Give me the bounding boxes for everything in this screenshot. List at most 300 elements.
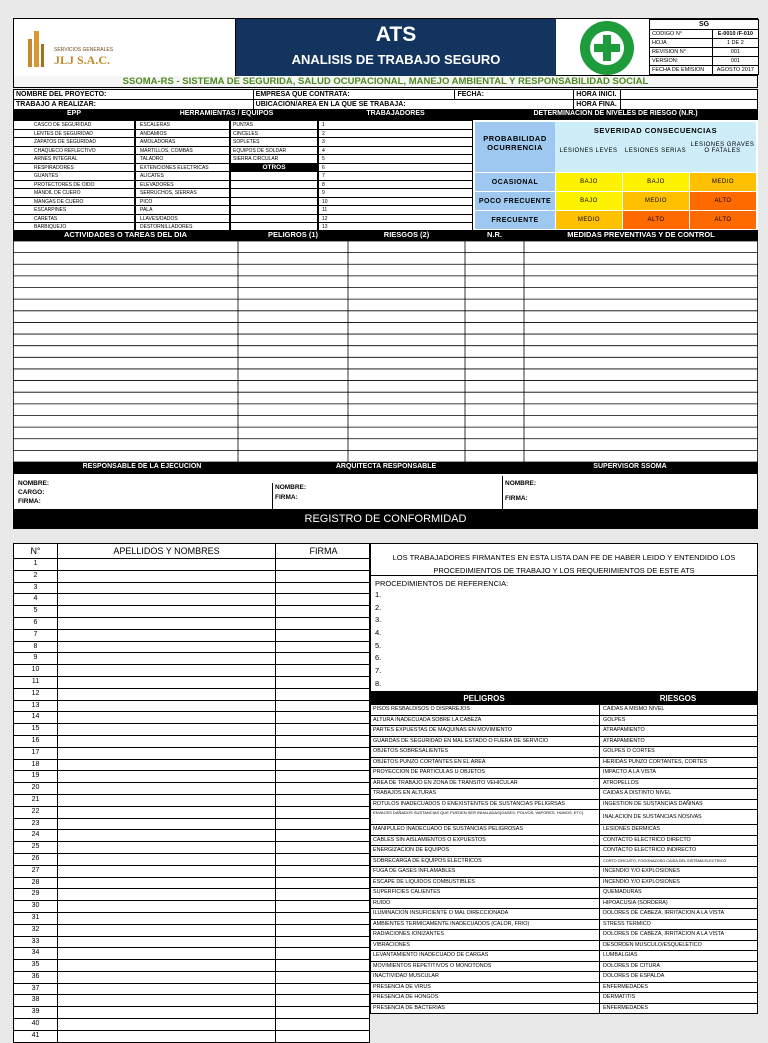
row-number: 1: [14, 559, 58, 571]
hazard-row: [370, 930, 758, 941]
worker-signature-cell[interactable]: [276, 1031, 371, 1043]
signature-row: [13, 630, 370, 642]
sig-block-supervisor[interactable]: [502, 476, 536, 509]
worker-signature-cell[interactable]: [276, 972, 371, 984]
row-number: 22: [14, 807, 58, 819]
risk-cell: DESORDEN MUSCULO/ESQUELETICO: [599, 941, 759, 952]
worker-signature-cell[interactable]: [276, 594, 371, 606]
risk-cell: INGESTION DE SUSTANCIAS DAÑINAS: [599, 800, 759, 811]
conformity-statement: LOS TRABAJADORES FIRMANTES EN ESTA LISTA DAN FE DE HABER LEIDO Y ENTENDIDO LOS PROCEDIMIENTOS DE TRABAJO Y LOS REQUERIMIENTOS DE ESTE ATS: [392, 553, 736, 575]
worker-name-cell[interactable]: [58, 748, 276, 760]
worker-name-cell[interactable]: [58, 736, 276, 748]
worker-signature-cell[interactable]: [276, 571, 371, 583]
worker-name-cell[interactable]: [58, 913, 276, 925]
hazard-cell: MANIPULEO INADECUADO DE SUSTANCIAS PELIGROSAS: [373, 826, 523, 832]
epp-item: GUANTES: [13, 171, 135, 181]
risk-level-cell: BAJO: [555, 172, 622, 191]
worker-name-cell[interactable]: [58, 948, 276, 960]
epp-header: EPP: [13, 110, 135, 120]
tool-item: PALA: [135, 205, 230, 215]
worker-signature-cell[interactable]: [276, 901, 371, 913]
risk-cell: IMPACTO A LA VISTA: [599, 768, 759, 779]
doc-row-label: FECHA DE EMISION: [650, 66, 713, 75]
hazard-cell: OBJETOS PUNZO CORTANTES EN EL AREA: [373, 758, 486, 765]
risk-level-cell: ALTO: [689, 191, 756, 210]
row-number: 24: [14, 830, 58, 842]
row-number: 4: [14, 594, 58, 606]
col-nr: N.R.: [465, 230, 524, 241]
conformity-table-header: [13, 543, 370, 559]
position-label: CARGO:: [18, 489, 45, 496]
worker-name-cell[interactable]: [58, 630, 276, 642]
tools-header: HERRAMIENTAS / EQUIPOS: [135, 110, 318, 120]
worker-name-cell[interactable]: [58, 783, 276, 795]
hazard-row: [370, 846, 758, 857]
worker-name-cell[interactable]: [58, 559, 276, 571]
worker-name-cell[interactable]: [58, 842, 276, 854]
risk-cell: GOLPES O CORTES: [599, 747, 759, 758]
worker-name-cell[interactable]: [58, 594, 276, 606]
hazard-row: [370, 983, 758, 994]
worker-signature-cell[interactable]: [276, 712, 371, 724]
epp-item: PROTECTORES DE OIDO: [13, 180, 135, 190]
row-number: 19: [14, 771, 58, 783]
epp-item: CASCO DE SEGURIDAD: [13, 120, 135, 130]
sig-block-exec[interactable]: [18, 479, 49, 506]
worker-name-cell[interactable]: [58, 984, 276, 996]
worker-name-cell[interactable]: [58, 901, 276, 913]
worker-signature-table: [13, 543, 370, 1043]
signature-row: [13, 606, 370, 618]
hazard-row: [370, 705, 758, 716]
hazard-cell: ALTURA INADECUADA SOBRE LA CABEZA: [373, 716, 482, 723]
signature-row: [13, 972, 370, 984]
risk-cell: ATROPELLOS: [599, 779, 759, 790]
end-time-value[interactable]: [621, 100, 758, 110]
worker-name-cell[interactable]: [58, 995, 276, 1007]
row-number: 31: [14, 913, 58, 925]
row-number: 39: [14, 1007, 58, 1019]
row-number: 20: [14, 783, 58, 795]
worker-signature-cell[interactable]: [276, 795, 371, 807]
worker-name-cell[interactable]: [58, 972, 276, 984]
severity-header: SEVERIDAD CONSECUENCIAS: [555, 122, 756, 140]
signature-row: [13, 901, 370, 913]
worker-signature-cell[interactable]: [276, 937, 371, 949]
hazard-row: [370, 779, 758, 790]
hazard-cell: GUARDAS DE SEGURIDAD EN MAL ESTADO O FUERA DE SERVICIO: [373, 737, 549, 744]
worker-signature-cell[interactable]: [276, 583, 371, 595]
risk-cell: QUEMADURAS: [599, 888, 759, 899]
hazard-row: [370, 800, 758, 811]
worker-signature-cell[interactable]: [276, 724, 371, 736]
company-logo-subtitle: SERVICIOS GENERALES: [54, 47, 114, 53]
row-number: 5: [14, 606, 58, 618]
row-number: 36: [14, 972, 58, 984]
worker-name-cell[interactable]: [58, 665, 276, 677]
worker-signature-cell[interactable]: [276, 819, 371, 831]
worker-signature-cell[interactable]: [276, 830, 371, 842]
worker-signature-cell[interactable]: [276, 653, 371, 665]
signature-row: [13, 736, 370, 748]
col-signature-header: FIRMA: [309, 546, 338, 556]
procedure-item[interactable]: 1.: [375, 590, 382, 599]
worker-signature-cell[interactable]: [276, 1007, 371, 1019]
procedure-item[interactable]: 4.: [375, 628, 382, 638]
row-number: 11: [14, 677, 58, 689]
worker-signature-cell[interactable]: [276, 771, 371, 783]
worker-name-cell[interactable]: [58, 889, 276, 901]
hazard-row: [370, 972, 758, 983]
sig-block-architect[interactable]: [272, 483, 306, 509]
risk-cell: DOLORES DE ESPALDA: [599, 972, 759, 983]
system-banner: SSOMA-RS - SISTEMA DE SEGURIDA, SALUD OCUPACIONAL, MANEJO AMBIENTAL Y RESPONSABILIDAD SOCIAL: [13, 76, 758, 88]
risk-cell: LUMBALGIAS: [599, 951, 759, 962]
risks-header: RIESGOS: [659, 694, 697, 703]
hazard-cell: INACTIVIDAD MUSCULAR: [373, 973, 439, 979]
epp-item: LENTES DE SEGURIDAD: [13, 129, 135, 139]
risk-cell: CAIDAS A DISTINTO NIVEL: [599, 789, 759, 800]
worker-signature-cell[interactable]: [276, 1019, 371, 1031]
procedure-item[interactable]: 7.: [375, 666, 382, 676]
epp-item: ZAPATOS DE SEGURIDAD: [13, 137, 135, 147]
worker-name-cell[interactable]: [58, 771, 276, 783]
col-number-header: N°: [14, 544, 58, 560]
worker-name-cell[interactable]: [58, 642, 276, 654]
signatures: [13, 462, 758, 510]
hazard-cell: PRESENCIA DE BACTERIAS: [373, 1004, 445, 1011]
worker-signature-cell[interactable]: [276, 913, 371, 925]
row-number: 8: [14, 642, 58, 654]
worker-name-cell[interactable]: [58, 1019, 276, 1031]
hazard-row: [370, 716, 758, 727]
procedure-item[interactable]: 6.: [375, 653, 382, 663]
row-number: 6: [14, 618, 58, 630]
worker-name-cell[interactable]: [58, 712, 276, 724]
doc-row-value: E-0010 /F-010: [712, 30, 758, 39]
row-number: 18: [14, 760, 58, 772]
row-number: 35: [14, 960, 58, 972]
name-label: NOMBRE:: [275, 484, 307, 491]
hazard-cell: AMBIENTES TERMICAMENTE INADECUADOS (CALOR, FRIO): [373, 920, 530, 927]
worker-name-cell[interactable]: [58, 960, 276, 972]
worker-signature-cell[interactable]: [276, 783, 371, 795]
supervisor-header: SUPERVISOR SSOMA: [502, 463, 758, 474]
worker-row: 5: [318, 154, 473, 164]
row-number: 37: [14, 984, 58, 996]
project-info-table: [13, 89, 758, 110]
col-measures: MEDIDAS PREVENTIVAS Y DE CONTROL: [524, 230, 758, 241]
signature-label: FIRMA:: [18, 498, 41, 505]
conformity-statement-box: [370, 543, 758, 576]
signature-row: [13, 1019, 370, 1031]
risk-cell: DERMATITIS: [599, 993, 759, 1004]
page-title: ATS: [375, 23, 417, 46]
probability-row-label: OCASIONAL: [475, 172, 555, 191]
risk-cell: INCENDIO Y/O EXPLOSIONES: [599, 867, 759, 878]
hazard-row: [370, 909, 758, 920]
epp-item: ARNES INTEGRAL: [13, 154, 135, 164]
signature-row: [13, 937, 370, 949]
hazard-row: [370, 888, 758, 899]
worker-name-cell[interactable]: [58, 937, 276, 949]
work-to-perform-label: TRABAJO A REALIZAR:: [14, 100, 254, 110]
tool-item: ESCALERAS: [135, 120, 230, 130]
epp-item: MANGAS DE CUERO: [13, 197, 135, 207]
severity-col-minor: LESIONES LEVES: [555, 140, 622, 172]
worker-name-cell[interactable]: [58, 795, 276, 807]
worker-name-cell[interactable]: [58, 583, 276, 595]
worker-name-cell[interactable]: [58, 1031, 276, 1043]
signature-row: [13, 866, 370, 878]
worker-name-cell[interactable]: [58, 830, 276, 842]
others-header: OTROS: [230, 163, 318, 173]
worker-name-cell[interactable]: [58, 677, 276, 689]
hazard-row: [370, 747, 758, 758]
hazard-cell: SOBRECARGA DE EQUIPOS ELECTRICOS: [373, 857, 482, 864]
severity-col-fatal: LESIONES GRAVES O FATALES: [689, 140, 756, 172]
worker-name-cell[interactable]: [58, 724, 276, 736]
doc-row-label: HOJA: [650, 39, 713, 48]
activities-table: [13, 230, 758, 462]
hazard-row: [370, 726, 758, 737]
hazard-cell: VIBRACIONES: [373, 941, 410, 948]
row-number: 30: [14, 901, 58, 913]
row-number: 16: [14, 736, 58, 748]
worker-signature-cell[interactable]: [276, 948, 371, 960]
risk-level-cell: ALTO: [689, 210, 756, 229]
col-hazards: PELIGROS (1): [238, 230, 348, 241]
worker-name-cell[interactable]: [58, 689, 276, 701]
hazard-row: [370, 867, 758, 878]
row-number: 23: [14, 819, 58, 831]
worker-row: 11: [318, 205, 473, 215]
signature-row: [13, 842, 370, 854]
signature-row: [13, 795, 370, 807]
procedure-item[interactable]: 5.: [375, 640, 382, 650]
worker-signature-cell[interactable]: [276, 866, 371, 878]
risk-cell: INCENDIO Y/O EXPLOSIONES: [599, 878, 759, 889]
signature-row: [13, 665, 370, 677]
worker-row: 2: [318, 129, 473, 139]
epp-item: ESCARPINES: [13, 205, 135, 215]
doc-row-value: 001: [712, 57, 758, 66]
hazard-cell: SUPERFICIES CALIENTES: [373, 889, 441, 895]
page-subtitle: ANALISIS DE TRABAJO SEGURO: [291, 52, 501, 67]
row-number: 26: [14, 854, 58, 866]
signature-row: [13, 948, 370, 960]
row-number: 14: [14, 712, 58, 724]
hazard-row: [370, 836, 758, 847]
date-label: FECHA:: [455, 90, 574, 100]
epp-item: CARETAS: [13, 214, 135, 224]
risk-cell: GOLPES: [599, 716, 759, 727]
row-number: 33: [14, 937, 58, 949]
signature-row: [13, 689, 370, 701]
worker-signature-cell[interactable]: [276, 995, 371, 1007]
worker-name-cell[interactable]: [58, 653, 276, 665]
project-name-label: NOMBRE DEL PROYECTO:: [14, 90, 254, 100]
risk-cell: CONTACTO ELECTRICO INDIRECTO: [599, 846, 759, 857]
worker-name-cell[interactable]: [58, 878, 276, 890]
worker-signature-cell[interactable]: [276, 760, 371, 772]
risk-cell: INALACION DE SUSTANCIAS NOSIVAS: [599, 810, 759, 825]
worker-name-cell[interactable]: [58, 571, 276, 583]
worker-signature-cell[interactable]: [276, 701, 371, 713]
prevention-cross-icon: [572, 20, 642, 76]
worker-signature-cell[interactable]: [276, 630, 371, 642]
risk-cell: ENFERMEDADES: [599, 1004, 759, 1015]
worker-signature-cell[interactable]: [276, 665, 371, 677]
workers-header: TRABAJADORES: [318, 110, 473, 120]
epp-section: [13, 110, 473, 230]
tool-item: LLAVES/DADOS: [135, 214, 230, 224]
risk-cell: ATRAPAMIENTO: [599, 737, 759, 748]
signature-row: [13, 889, 370, 901]
risk-cell: CONTACTO ELECTRICO DIRECTO: [599, 836, 759, 847]
hazard-row: [370, 825, 758, 836]
row-number: 21: [14, 795, 58, 807]
signature-row: [13, 677, 370, 689]
row-number: 41: [14, 1031, 58, 1043]
worker-name-cell[interactable]: [58, 819, 276, 831]
worker-name-cell[interactable]: [58, 854, 276, 866]
worker-signature-cell[interactable]: [276, 842, 371, 854]
worker-row: 13: [318, 222, 473, 232]
hazards-header: PELIGROS: [463, 694, 505, 703]
worker-signature-cell[interactable]: [276, 736, 371, 748]
epp-item: BARBIQUEJO: [13, 222, 135, 232]
hazard-cell: ESCAPE DE LIQUIDOS COMBUSTIBLES: [373, 878, 475, 885]
end-time-label: HORA FINA.: [574, 100, 621, 110]
hazard-cell: ROTULOS INADECUADOS O ENEXISTENTES DE SUSTANCIAS PELIGRSAS: [373, 800, 565, 807]
worker-signature-cell[interactable]: [276, 807, 371, 819]
signature-row: [13, 925, 370, 937]
signature-row: [13, 1007, 370, 1019]
worker-signature-cell[interactable]: [276, 748, 371, 760]
worker-signature-cell[interactable]: [276, 889, 371, 901]
severity-col-serious: LESIONES SERIAS: [622, 140, 689, 172]
signature-row: [13, 830, 370, 842]
row-number: 34: [14, 948, 58, 960]
worker-signature-cell[interactable]: [276, 618, 371, 630]
worker-name-cell[interactable]: [58, 606, 276, 618]
row-number: 9: [14, 653, 58, 665]
hazard-cell: MOVIMIENTOS REPETITIVOS O MONOTONOS: [373, 962, 492, 969]
worker-signature-cell[interactable]: [276, 984, 371, 996]
building-logo-icon: [14, 19, 236, 76]
signature-row: [13, 653, 370, 665]
worker-row: 10: [318, 197, 473, 207]
risk-level-cell: MEDIO: [555, 210, 622, 229]
signature-row: [13, 819, 370, 831]
tool-item: ANDAMIOS: [135, 129, 230, 139]
risk-cell: DOLORES DE CABEZA, IRRITACION A LA VISTA: [599, 909, 759, 920]
worker-name-cell[interactable]: [58, 618, 276, 630]
hazard-cell: PISOS RESBALDISOS O DISPAREJOS: [373, 706, 470, 712]
risk-level-cell: BAJO: [555, 191, 622, 210]
procedure-item[interactable]: 8.: [375, 678, 382, 688]
signature-row: [13, 760, 370, 772]
worker-signature-cell[interactable]: [276, 689, 371, 701]
name-label: NOMBRE:: [18, 480, 50, 487]
signature-row: [13, 701, 370, 713]
worker-signature-cell[interactable]: [276, 559, 371, 571]
row-number: 38: [14, 995, 58, 1007]
hazard-cell: TRABAJOS EN ALTURAS: [373, 790, 437, 796]
signature-label: FIRMA:: [505, 495, 528, 502]
hazard-row: [370, 758, 758, 769]
hazard-cell: PRESENCIA DE VIRUS: [373, 983, 431, 990]
hazard-row: [370, 878, 758, 889]
procedure-item[interactable]: 3.: [375, 615, 382, 625]
signature-row: [13, 783, 370, 795]
start-time-value[interactable]: [621, 90, 758, 100]
signature-row: [13, 878, 370, 890]
worker-signature-cell[interactable]: [276, 878, 371, 890]
worker-name-cell[interactable]: [58, 760, 276, 772]
probability-row-label: FRECUENTE: [475, 210, 555, 229]
worker-signature-cell[interactable]: [276, 854, 371, 866]
procedure-item[interactable]: 2.: [375, 602, 382, 612]
document-control-table: [649, 19, 759, 75]
risk-matrix: [473, 110, 758, 230]
tool-item: AMOLADORAS: [135, 137, 230, 147]
worker-signature-cell[interactable]: [276, 925, 371, 937]
tool-item: TALADRO: [135, 154, 230, 164]
hazard-cell: PRESENCIA DE HONGOS: [373, 994, 439, 1000]
worker-signature-cell[interactable]: [276, 677, 371, 689]
signature-row: [13, 913, 370, 925]
name-label: NOMBRE:: [505, 480, 537, 487]
epp-item: CHAQUECO REFLECTIVO: [13, 146, 135, 156]
hazard-cell: ENERGIZACION DE EQUIPOS: [373, 847, 450, 853]
hazards-risks-table: [370, 692, 758, 1014]
row-number: 15: [14, 724, 58, 736]
row-number: 3: [14, 583, 58, 595]
risk-matrix-header: DETERMINACION DE NIVELES DE RIESGO (N.R.): [473, 110, 758, 120]
worker-signature-cell[interactable]: [276, 642, 371, 654]
worker-name-cell[interactable]: [58, 807, 276, 819]
signature-row: [13, 1031, 370, 1043]
hazard-row: [370, 810, 758, 825]
contracting-company-label: EMPRESA QUE CONTRATA:: [253, 90, 455, 100]
company-logo: [14, 19, 236, 76]
worker-name-cell[interactable]: [58, 1007, 276, 1019]
hazard-row: [370, 789, 758, 800]
risk-cell: HIPOACUSIA (SORDERA): [599, 899, 759, 910]
signature-row: [13, 771, 370, 783]
worker-name-cell[interactable]: [58, 701, 276, 713]
worker-signature-cell[interactable]: [276, 606, 371, 618]
row-number: 13: [14, 701, 58, 713]
signature-row: [13, 854, 370, 866]
hazard-row: [370, 857, 758, 868]
risk-level-cell: ALTO: [622, 210, 689, 229]
hazard-cell: ENVACES DAÑADOS SUSTANCIAS QUE PUEDEN SER INHALADAS(GASES, POLVOS, VAPORES, HUMOS, ETC): [373, 810, 584, 815]
hazard-row: [370, 737, 758, 748]
tool-item: ALICATES: [135, 171, 230, 181]
worker-signature-cell[interactable]: [276, 960, 371, 972]
worker-name-cell[interactable]: [58, 866, 276, 878]
worker-name-cell[interactable]: [58, 925, 276, 937]
doc-row-label: VERSION:: [650, 57, 713, 66]
risk-cell: CORTO CIRCUITO, FOGONAZOSO CAIDA DEL SISTEMA ELECTRICO: [599, 857, 759, 868]
worker-row: 7: [318, 171, 473, 181]
signature-row: [13, 712, 370, 724]
tool-item: SIERRA CIRCULAR: [230, 154, 318, 164]
worker-row: 1: [318, 120, 473, 130]
